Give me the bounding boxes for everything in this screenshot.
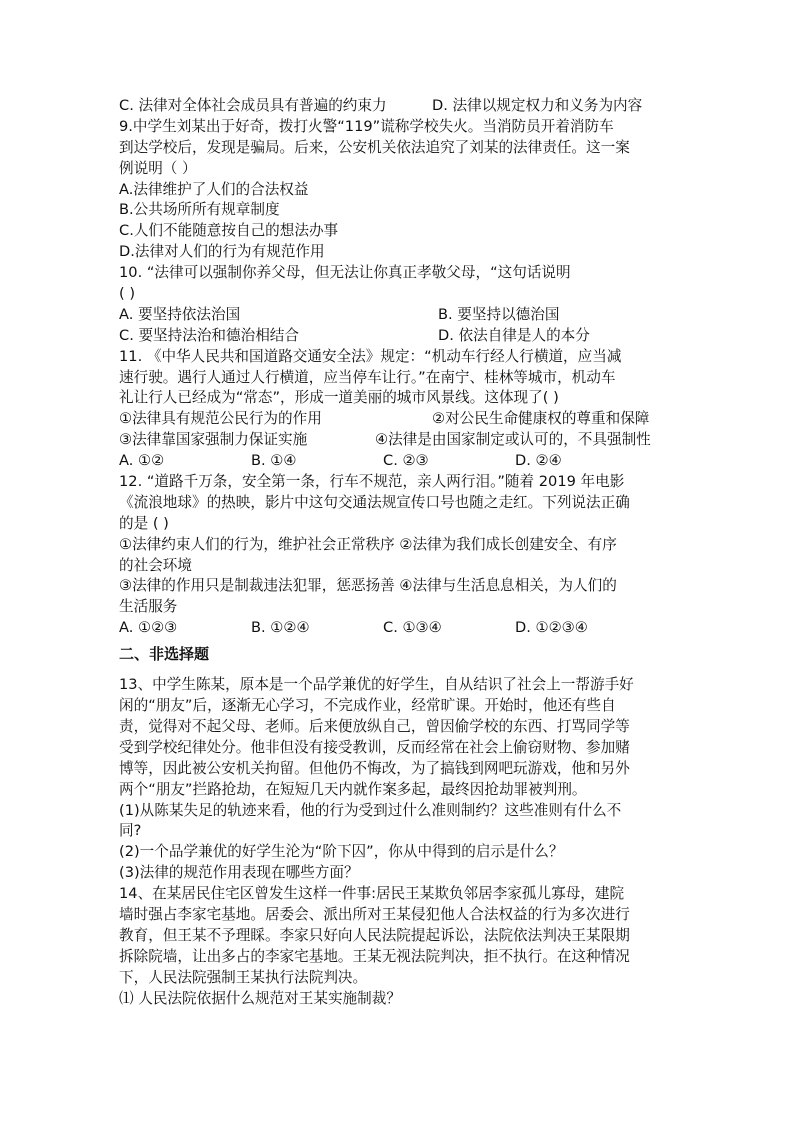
q13-subquestion-2: (2)一个品学兼优的好学生沦为“阶下囚”，你从中得到的启示是什么？ bbox=[119, 843, 564, 861]
q13-subquestion-1-cont: 同? bbox=[119, 822, 142, 840]
q8-option-d: D. 法律以规定权力和义务为内容 bbox=[432, 97, 643, 114]
q10-option-d: D. 依法自律是人的本分 bbox=[438, 326, 590, 344]
q11-stem-line: 速行驶。遇行人通过人行横道，应当停车让行。”在南宁、桂林等城市，机动车 bbox=[119, 368, 616, 386]
q12-option-b: B. ①②④ bbox=[251, 619, 310, 637]
q11-statements-row bbox=[119, 430, 679, 451]
q9-option-b: B.公共场所所有规章制度 bbox=[119, 201, 280, 219]
q8-options-row bbox=[119, 96, 679, 117]
q13-subquestion-3: (3)法律的规范作用表现在哪些方面？ bbox=[119, 864, 359, 882]
q8-option-c: C. 法律对全体社会成员具有普遍的约束力 bbox=[119, 97, 387, 114]
q9-option-d: D.法律对人们的行为有规范作用 bbox=[119, 243, 325, 261]
q13-text-line: 闲的“朋友”后，逐渐无心学习，不完成作业，经常旷课。开始时，他还有些自 bbox=[119, 697, 616, 715]
page-content bbox=[119, 96, 679, 1009]
q11-statement-4: ④法律是由国家制定或认可的，不具强制性 bbox=[375, 431, 651, 449]
q11-option-b: B. ①④ bbox=[251, 452, 297, 470]
q14-subquestion-1: ⑴ 人民法院依据什么规范对王某实施制裁？ bbox=[119, 989, 401, 1007]
q13-text-line: 博等，因此被公安机关拘留。但他仍不悔改，为了搞钱到网吧玩游戏，他和另外 bbox=[119, 759, 630, 777]
q10-option-c: C. 要坚持法治和德治相结合 bbox=[119, 326, 300, 344]
q11-option-d: D. ②④ bbox=[515, 452, 562, 470]
q10-options-row bbox=[119, 326, 679, 347]
q12-statement-line: 生活服务 bbox=[119, 598, 178, 616]
q12-stem-line: 12. “道路千万条，安全第一条，行车不规范，亲人两行泪。”随着 2019 年电影 bbox=[119, 473, 625, 491]
q9-stem-line: 到达学校后，发现是骗局。后来，公安机关依法追究了刘某的法律责任。这一案 bbox=[119, 138, 630, 156]
q9-option-a: A.法律维护了人们的合法权益 bbox=[119, 180, 309, 198]
question-11 bbox=[119, 347, 679, 472]
q14-text-line: 14、在某居民住宅区曾发生这样一件事:居民王某欺负邻居李家孤儿寡母，建院 bbox=[119, 885, 625, 903]
q11-statements-row bbox=[119, 409, 679, 430]
q12-options-row bbox=[119, 618, 679, 639]
section-heading-non-choice: 二、非选择题 bbox=[119, 645, 210, 664]
q12-stem-line: 的是 ( ) bbox=[119, 514, 169, 532]
q11-option-c: C. ②③ bbox=[383, 452, 429, 470]
q12-stem-line: 《流浪地球》的热映，影片中这句交通法规宣传口号也随之走红。下列说法正确 bbox=[119, 493, 630, 511]
question-13 bbox=[119, 675, 679, 884]
q12-statement-line: ③法律的作用只是制裁违法犯罪，惩恶扬善 ④法律与生活息息相关，为人们的 bbox=[119, 577, 617, 595]
question-9 bbox=[119, 117, 679, 263]
q9-stem-line: 9.中学生刘某出于好奇，拨打火警“119”谎称学校失火。当消防员开着消防车 bbox=[119, 117, 614, 135]
q10-option-b: B. 要坚持以德治国 bbox=[438, 305, 560, 323]
question-12 bbox=[119, 472, 679, 639]
q12-option-a: A. ①②③ bbox=[119, 619, 178, 637]
q13-text-line: 责，觉得对不起父母、老师。后来便放纵自己，曾因偷学校的东西、打骂同学等 bbox=[119, 717, 630, 735]
q11-statement-2: ②对公民生命健康权的尊重和保障 bbox=[432, 410, 650, 428]
q11-statement-3: ③法律靠国家强制力保证实施 bbox=[119, 431, 308, 449]
q10-options-row bbox=[119, 305, 679, 326]
q13-text-line: 13、中学生陈某，原本是一个品学兼优的好学生，自从结识了社会上一帮游手好 bbox=[119, 676, 634, 694]
q11-stem-line: 11. 《中华人民共和国道路交通安全法》规定：“机动车行经人行横道，应当减 bbox=[119, 347, 622, 365]
q11-statement-1: ①法律具有规范公民行为的作用 bbox=[119, 410, 322, 428]
q9-stem-line: 例说明（ ） bbox=[119, 159, 197, 177]
q11-options-row bbox=[119, 451, 679, 472]
q10-stem-line: 10. “法律可以强制你养父母，但无法让你真正孝敬父母，“这句话说明 bbox=[119, 264, 571, 282]
q14-text-line: 教育，但王某不予理睬。李家只好向人民法院提起诉讼，法院依法判决王某限期 bbox=[119, 926, 630, 944]
q10-stem-line: ( ) bbox=[119, 285, 136, 303]
q12-statement-line: ①法律约束人们的行为，维护社会正常秩序 ②法律为我们成长创建安全、有序 bbox=[119, 535, 617, 553]
q12-statement-line: 的社会环境 bbox=[119, 556, 192, 574]
q12-option-c: C. ①③④ bbox=[383, 619, 442, 637]
question-14 bbox=[119, 884, 679, 1009]
q11-stem-line: 礼让行人已经成为“常态”，形成一道美丽的城市风景线。这体现了( ) bbox=[119, 389, 559, 407]
q13-text-line: 两个“朋友”拦路抢劫，在短短几天内就作案多起，最终因抢劫罪被判刑。 bbox=[119, 780, 587, 798]
q14-text-line: 拆除院墙，让出多占的李家宅基地。王某无视法院判决，拒不执行。在这种情况 bbox=[119, 947, 630, 965]
q10-option-a: A. 要坚持依法治国 bbox=[119, 305, 241, 323]
q14-text-line: 墙时强占李家宅基地。居委会、派出所对王某侵犯他人合法权益的行为多次进行 bbox=[119, 905, 630, 923]
q11-option-a: A. ①② bbox=[119, 452, 165, 470]
question-10 bbox=[119, 263, 679, 347]
q12-option-d: D. ①②③④ bbox=[515, 619, 588, 637]
q14-text-line: 下，人民法院强制王某执行法院判决。 bbox=[119, 968, 368, 986]
q9-option-c: C.人们不能随意按自己的想法办事 bbox=[119, 222, 339, 240]
q13-text-line: 受到学校纪律处分。他非但没有接受教训，反而经常在社会上偷窃财物、参加赌 bbox=[119, 738, 630, 756]
q13-subquestion-1: (1)从陈某失足的轨迹来看，他的行为受到过什么准则制约？这些准则有什么不 bbox=[119, 801, 622, 819]
